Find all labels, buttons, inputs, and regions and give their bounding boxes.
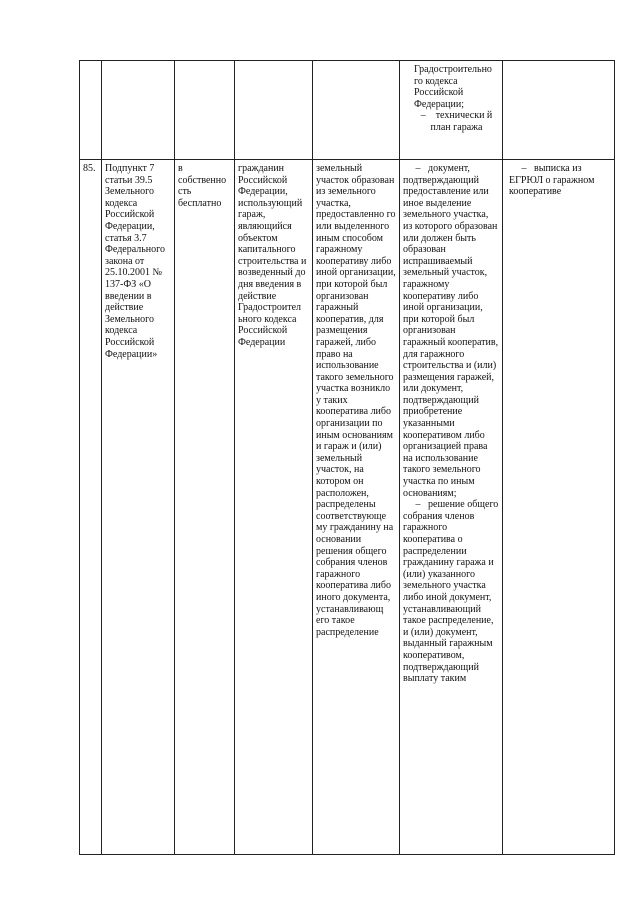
cell-legal-basis: Подпункт 7 статьи 39.5 Земельного кодекса Российской Федерации, статья 3.7 Федерального закона от 25.10.2001 № 137-ФЗ «О введении в действие Земельного кодекса Российской Федерации» bbox=[102, 160, 175, 855]
cell-legal-basis bbox=[102, 61, 175, 160]
cell-right-type bbox=[175, 61, 235, 160]
documents-text-2: технически й план гаража bbox=[430, 110, 493, 133]
cell-number: 85. bbox=[80, 160, 102, 855]
cell-applicant bbox=[235, 61, 313, 160]
table-row-85 bbox=[80, 160, 615, 855]
cell-documents bbox=[400, 61, 503, 160]
cell-extract bbox=[503, 160, 615, 855]
services-table bbox=[79, 60, 615, 855]
cell-applicant: гражданин Российской Федерации, использующий гараж, являющийся объектом капитального строительства и возведенный до дня введения в действие Градостроител ьного кодекса Российской Федерации bbox=[235, 160, 313, 855]
cell-land-plot bbox=[313, 61, 400, 160]
documents-text: Градостроительно го кодекса Российской Федерации; bbox=[414, 64, 492, 110]
cell-land-plot: земельный участок образован из земельного участка, предоставленно го или выделенного иным способом гаражному кооперативу либо иной организации, при которой был организован гаражный кооператив, для размещения гаражей, либо право на использование такого земельного участка возникло у таких кооператива либо организации по иным основаниям и гараж и (или) земельный участок, на котором он расположен, распределены соответствующе му гражданину на основании решения общего собрания членов гаражного кооператива либо иного документа, устанавливающ его такое распределение bbox=[313, 160, 400, 855]
documents-item-1: документ, подтверждающий предоставление или иное выделение земельного участка, из которого образован или должен быть образован испрашиваемый земельный участок, гаражному кооперативу либо иной организации, при которой был организован гаражный кооператив, для гаражного строительства и (или) размещения гаражей, или документ, подтверждающий приобретение указанными кооперативом либо организацией права на использование такого земельного участка по иным основаниям; bbox=[403, 163, 499, 499]
dash: – bbox=[415, 499, 421, 511]
cell-number bbox=[80, 61, 102, 160]
table-row-continued bbox=[80, 61, 615, 160]
documents-item-2: решение общего собрания членов гаражного кооператива о распределении гражданину гаража и (или) указанного земельного участка либо иной документ, устанавливающий такое распределение, и (или) документ, выданный гаражным кооперативом, подтверждающий выплату таким bbox=[403, 499, 499, 685]
dash: – bbox=[420, 110, 426, 122]
cell-documents bbox=[400, 160, 503, 855]
dash: – bbox=[415, 163, 421, 174]
cell-extract bbox=[503, 61, 615, 160]
dash: – bbox=[521, 163, 527, 174]
cell-right-type: в собственно сть бесплатно bbox=[175, 160, 235, 855]
extract-text: выписка из ЕГРЮЛ о гаражном кооперативе bbox=[509, 163, 595, 198]
